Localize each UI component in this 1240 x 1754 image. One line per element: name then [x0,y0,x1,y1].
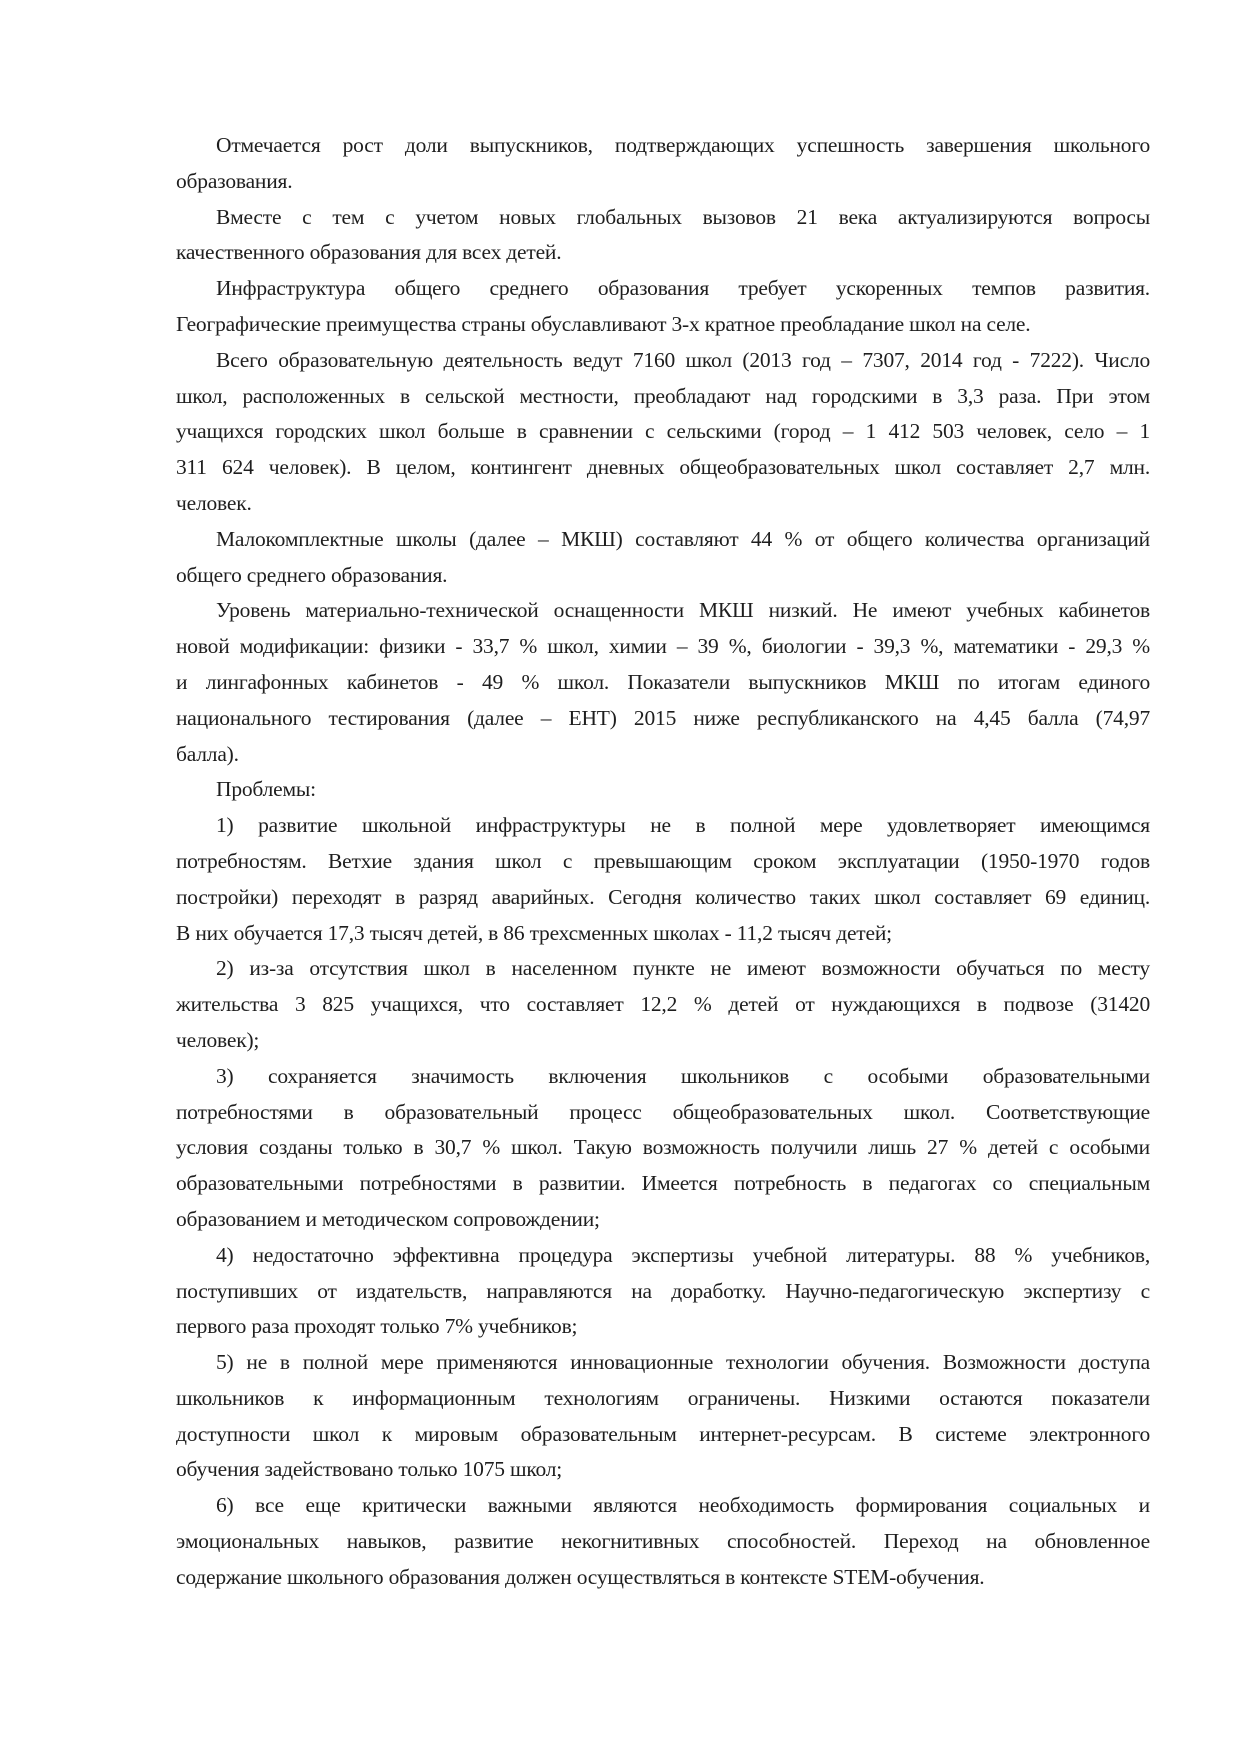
paragraph [176,772,1150,808]
text-line: 1) развитие школьной инфраструктуры не в полной мере удовлетворяет имеющимся [216,813,1150,838]
text-line: эмоциональных навыков, развитие некогнитивных способностей. Переход на обновленное [176,1529,1150,1554]
text-line: Отмечается рост доли выпускников, подтверждающих успешность завершения школьного [216,133,1150,157]
paragraph [176,951,1150,1058]
text-line: человек. [176,490,252,515]
text-line: Уровень материально-технической оснащенности МКШ низкий. Не имеют учебных кабинетов [216,598,1150,623]
text-line: постройки) переходят в разряд аварийных. Сегодня количество таких школ составляет 69 единиц. [176,884,1150,909]
text-line: Проблемы: [216,777,316,802]
text-line: первого раза проходят только 7% учебников; [176,1314,578,1339]
text-line: 6) все еще критически важными являются необходимость формирования социальных и [216,1493,1150,1518]
text-line: условия созданы только в 30,7 % школ. Такую возможность получили лишь 27 % детей с особыми [176,1135,1150,1160]
text-line: Вместе с тем с учетом новых глобальных вызовов 21 века актуализируются вопросы [216,204,1150,229]
text-line: 2) из-за отсутствия школ в населенном пункте не имеют возможности обучаться по месту [216,956,1150,981]
text-line: человек); [176,1027,260,1052]
paragraph [176,271,1150,343]
text-line: поступивших от издательств, направляются на доработку. Научно-педагогическую экспертизу с [176,1278,1150,1303]
text-line: 3) сохраняется значимость включения школьников с особыми образовательными [216,1063,1150,1088]
text-line: образования. [176,168,293,193]
text-line: потребностям. Ветхие здания школ с превышающим сроком эксплуатации (1950-1970 годов [176,848,1150,873]
paragraph [176,808,1150,951]
paragraph [176,1345,1150,1488]
text-line: образованием и методическом сопровождении; [176,1206,600,1231]
text-line: 311 624 человек). В целом, контингент дневных общеобразовательных школ составляет 2,7 млн. [176,455,1150,480]
text-line: Всего образовательную деятельность ведут 7160 школ (2013 год – 7307, 2014 год - 7222). Число [216,347,1150,372]
text-line: доступности школ к мировым образовательным интернет-ресурсам. В системе электронного [176,1421,1150,1446]
text-line: Инфраструктура общего среднего образования требует ускоренных темпов развития. [216,276,1150,301]
paragraph [176,1059,1150,1238]
text-line: образовательными потребностями в развитии. Имеется потребность в педагогах со специальным [176,1171,1150,1196]
paragraph [176,522,1150,594]
text-line: балла). [176,741,239,766]
text-line: учащихся городских школ больше в сравнении с сельскими (город – 1 412 503 человек, село – 1 [176,419,1150,444]
paragraph [176,1238,1150,1345]
text-line: Малокомплектные школы (далее – МКШ) составляют 44 % от общего количества организаций [216,526,1150,551]
text-line: В них обучается 17,3 тысяч детей, в 86 трехсменных школах - 11,2 тысяч детей; [176,920,892,945]
text-line: национального тестирования (далее – ЕНТ) 2015 ниже республиканского на 4,45 балла (74,97 [176,705,1150,730]
text-line: школьников к информационным технологиям ограничены. Низкими остаются показатели [176,1385,1150,1410]
text-line: обучения задействовано только 1075 школ; [176,1457,563,1482]
paragraph [176,128,1150,200]
text-line: жительства 3 825 учащихся, что составляет 12,2 % детей от нуждающихся в подвозе (31420 [176,992,1150,1017]
text-line: 4) недостаточно эффективна процедура экспертизы учебной литературы. 88 % учебников, [216,1242,1150,1267]
text-line: потребностями в образовательный процесс общеобразовательных школ. Соответствующие [176,1099,1150,1124]
text-line: Географические преимущества страны обуславливают 3-х кратное преобладание школ на селе. [176,311,1031,336]
text-line: 5) не в полной мере применяются инновационные технологии обучения. Возможности доступа [216,1350,1150,1375]
text-line: общего среднего образования. [176,562,448,587]
text-line: и лингафонных кабинетов - 49 % школ. Показатели выпускников МКШ по итогам единого [176,669,1150,694]
paragraph [176,1488,1150,1595]
paragraph [176,593,1150,772]
text-line: школ, расположенных в сельской местности, преобладают над городскими в 3,3 раза. При этом [176,383,1150,408]
paragraph [176,343,1150,522]
document-body [176,128,1150,1596]
text-line: новой модификации: физики - 33,7 % школ, химии – 39 %, биологии - 39,3 %, математики - 29,3 % [176,634,1150,659]
paragraph [176,200,1150,272]
text-line: качественного образования для всех детей. [176,240,562,265]
text-line: содержание школьного образования должен осуществляться в контексте STEM-обучения. [176,1564,985,1589]
